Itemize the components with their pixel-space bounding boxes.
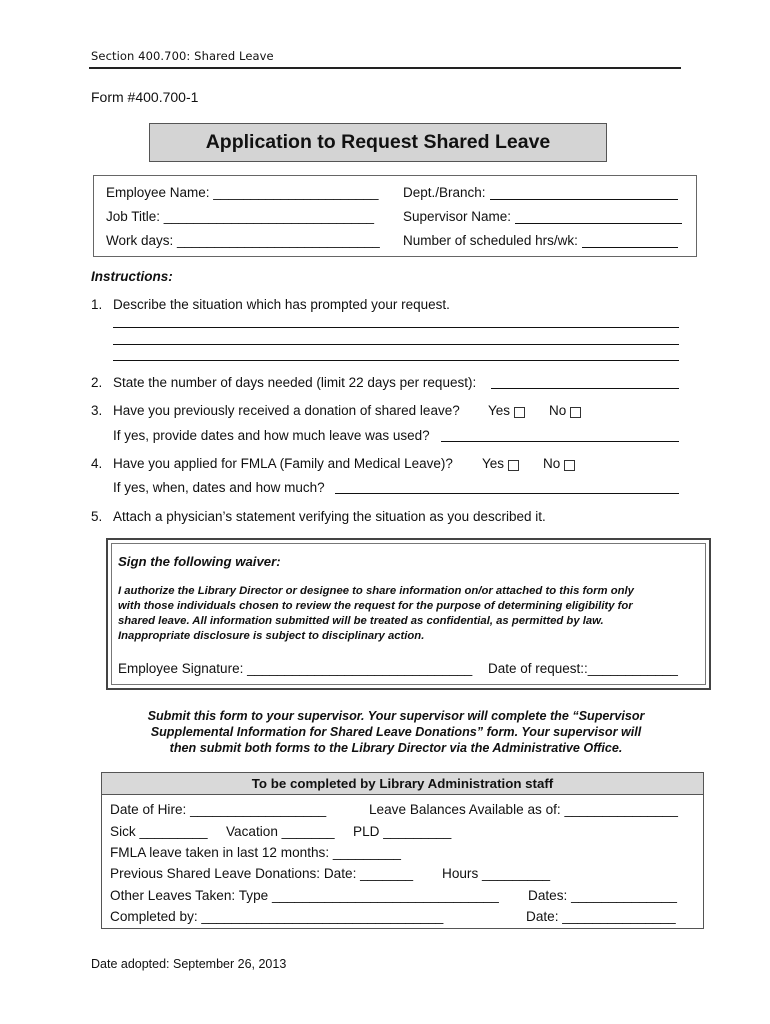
instruction-item-3-sub: If yes, provide dates and how much leave was used? — [113, 428, 430, 443]
completed-by-field[interactable]: Completed by: ________________________________ — [110, 909, 444, 924]
date-of-request-field[interactable]: Date of request::____________ — [488, 661, 678, 676]
fmla-taken-field[interactable]: FMLA leave taken in last 12 months: _________ — [110, 845, 401, 860]
instruction-item-5: 5. Attach a physician’s statement verifying the situation as you described it. — [91, 509, 546, 524]
fmla-no[interactable]: No — [543, 456, 575, 471]
date-of-hire-field[interactable]: Date of Hire: __________________ — [110, 802, 327, 817]
waiver-box — [106, 538, 711, 690]
description-line-3[interactable] — [113, 360, 679, 361]
sick-field[interactable]: Sick _________ — [110, 824, 208, 839]
prior-donation-details-line[interactable] — [441, 441, 679, 442]
vacation-field[interactable]: Vacation _______ — [226, 824, 335, 839]
description-line-2[interactable] — [113, 344, 679, 345]
completed-date-field[interactable]: Date: _______________ — [526, 909, 676, 924]
checkbox-icon[interactable] — [514, 407, 525, 418]
date-adopted: Date adopted: September 26, 2013 — [91, 957, 287, 971]
work-days-field[interactable]: Work days: ___________________________ — [106, 233, 380, 248]
fmla-yes[interactable]: Yes — [482, 456, 519, 471]
supervisor-name-field[interactable]: Supervisor Name: — [403, 209, 682, 224]
submit-instructions: Submit this form to your supervisor. Your supervisor will complete the “Supervisor Supplemental Information for Shared Leave Donations” form. Your supervisor will then submit both forms to the Library Director via the Administrative Office. — [147, 709, 645, 755]
header-divider — [89, 67, 681, 69]
job-title-field[interactable]: Job Title: ____________________________ — [106, 209, 375, 224]
employee-name-field[interactable]: Employee Name: ______________________ — [106, 185, 379, 200]
other-leaves-dates-field[interactable]: Dates: ______________ — [528, 888, 677, 903]
page-title — [149, 123, 607, 162]
instruction-item-1: 1. Describe the situation which has prompted your request. — [91, 297, 450, 312]
instruction-item-2: 2. State the number of days needed (limit 22 days per request): — [91, 375, 477, 390]
days-needed-line[interactable] — [491, 388, 679, 389]
scheduled-hours-field[interactable]: Number of scheduled hrs/wk: — [403, 233, 678, 248]
checkbox-icon[interactable] — [570, 407, 581, 418]
waiver-title: Sign the following waiver: — [118, 554, 281, 569]
prior-donation-no[interactable]: No — [549, 403, 581, 418]
prev-donations-date-field[interactable]: Previous Shared Leave Donations: Date: _______ — [110, 866, 414, 881]
instruction-item-3: 3. Have you previously received a donation of shared leave? — [91, 403, 460, 418]
prev-donations-hours-field[interactable]: Hours _________ — [442, 866, 551, 881]
waiver-text: I authorize the Library Director or designee to share information on/or attached to this form only with those individuals chosen to review the request for the purpose of determining eligibility for shared leave. All information submitted will be treated as confidential, as permitted by law. Inappropriate disclosure is subject to disciplinary action. — [118, 585, 634, 642]
form-number: Form #400.700-1 — [91, 89, 199, 105]
instructions-heading: Instructions: — [91, 269, 173, 284]
employee-signature-field[interactable]: Employee Signature: ______________________________ — [118, 661, 473, 676]
fmla-details-line[interactable] — [335, 493, 679, 494]
prior-donation-yes[interactable]: Yes — [488, 403, 525, 418]
employee-info-box — [93, 175, 697, 257]
title-text: Application to Request Shared Leave — [205, 131, 551, 153]
admin-section — [101, 772, 704, 929]
instruction-item-4-sub: If yes, when, dates and how much? — [113, 480, 325, 495]
dept-branch-field[interactable]: Dept./Branch: — [403, 185, 678, 200]
checkbox-icon[interactable] — [508, 460, 519, 471]
other-leaves-type-field[interactable]: Other Leaves Taken: Type ______________________________ — [110, 888, 499, 903]
section-header: Section 400.700: Shared Leave — [91, 49, 274, 63]
leave-balances-field[interactable]: Leave Balances Available as of: _______________ — [369, 802, 678, 817]
description-line-1[interactable] — [113, 327, 679, 328]
instruction-item-4: 4. Have you applied for FMLA (Family and Medical Leave)? — [91, 456, 453, 471]
pld-field[interactable]: PLD _________ — [353, 824, 452, 839]
checkbox-icon[interactable] — [564, 460, 575, 471]
admin-heading: To be completed by Library Administration staff — [102, 773, 703, 795]
